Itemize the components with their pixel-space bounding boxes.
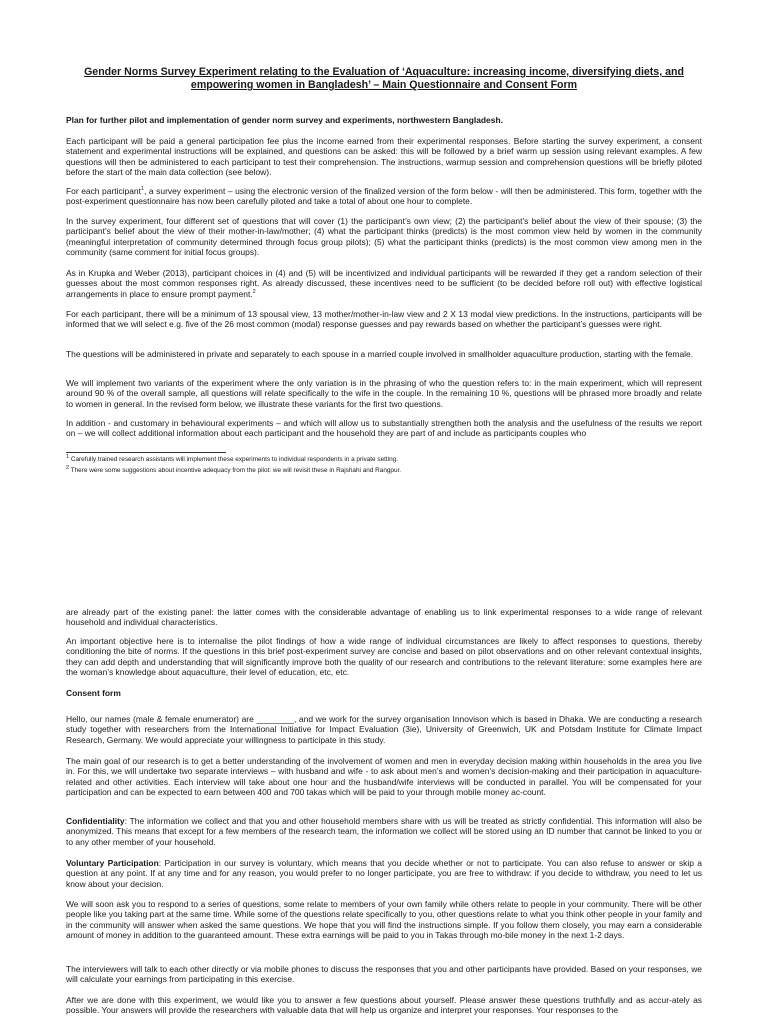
footnote-ref-2: 2 <box>252 289 256 295</box>
paragraph-6 <box>66 349 702 359</box>
consent-paragraph-3-text: We will soon ask you to respond to a series of questions, some relate to members of your own family while others relate to people in your community. There will be other people like you taking part at the same time. While some of the questions relate specifically to you, other questions relate to what you think other people in your family and in the community will answer when asked the same questions. We hope that you will find the instructions simple. If you follow them closely, you may earn a considerable amount of money in addition to the guaranteed amount. These extra earnings will be paid to you in Takas through mo-bile money in the next 1-2 days. <box>66 899 702 941</box>
paragraph-5-text: For each participant, there will be a minimum of 13 spousal view, 13 mother/mother-in-law view and 2 X 13 modal view predictions. In the instructions, participants will be informed that we will select e.g. five of the 26 most common (modal) response guesses and pay rewards based on whether the participant’s guesses were right. <box>66 309 702 330</box>
paragraph-9 <box>66 607 702 628</box>
paragraph-3-text: In the survey experiment, four different set of questions that will cover (1) the participant’s own view; (2) the participant’s belief about the view of their spouse; (3) the participant’s belief about the view of their mother-in-law/mother; (4) what the participant thinks (predicts) is the most common view held by women in the community (meaningful interpretation of community determined through focus group pilots); (5) what the participant thinks (predicts) is the most common view among men in the community (same comment for initial focus groups). <box>66 216 702 258</box>
plan-heading-text: Plan for further pilot and implementation of gender norm survey and experiments, northwestern Bangladesh. <box>66 115 503 125</box>
paragraph-3 <box>66 216 702 258</box>
consent-paragraph-3 <box>66 899 702 941</box>
consent-paragraph-2 <box>66 756 702 798</box>
paragraph-7 <box>66 378 702 409</box>
voluntary-participation-paragraph <box>66 858 702 889</box>
consent-heading-text: Consent form <box>66 688 121 698</box>
consent-paragraph-4-text: The interviewers will talk to each other directly or via mobile phones to discuss the responses that you and other participants have provided. Based on your responses, we will calculate your earnings from participating in this exercise. <box>66 964 702 985</box>
paragraph-5 <box>66 309 702 330</box>
paragraph-8 <box>66 418 702 439</box>
consent-paragraph-1 <box>66 714 702 745</box>
paragraph-6-text: The questions will be administered in private and separately to each spouse in a married couple involved in smallholder aquaculture production, starting with the female. <box>66 349 694 359</box>
confidentiality-body: : The information we collect and that you and other household members share with us will be treated as strictly confidential. This information will also be anonymized. This means that except for a few members of the research team, the information we collect will be stored using an ID number that cannot be linked to you or to any other member of your household. <box>66 816 702 847</box>
footnote-ref-1: 1 <box>140 186 145 193</box>
paragraph-10 <box>66 636 702 678</box>
document-title <box>60 66 708 92</box>
paragraph-2-text-start: For each participant <box>66 186 141 196</box>
consent-paragraph-1-text: Hello, our names (male & female enumerator) are ________, and we work for the survey organisation Innovison which is based in Dhaka. We are conducting a research study together with researchers from the International Initiative for Impact Evaluation (3ie), University of Greenwich, UK and Potsdam Institute for Climate Impact Research, Germany. We would appreciate your willingness to participate in this study. <box>66 714 702 745</box>
confidentiality-text <box>66 816 702 847</box>
plan-heading <box>66 115 702 125</box>
document-title-line-1: Gender Norms Survey Experiment relating to the Evaluation of ‘Aquaculture: increasing income, diversifying diets, and <box>84 66 684 78</box>
footnote-2-marker: 2 <box>66 464 70 471</box>
paragraph-2 <box>66 186 702 207</box>
footnote-1-text: Carefully trained research assistants will implement these experiments to individual respondents in a private setting. <box>69 456 398 463</box>
paragraph-4-text-body: As in Krupka and Weber (2013), participant choices in (4) and (5) will be incentivized and individual participants will be rewarded if they get a random selection of their guesses about the most common responses right. As already discussed, these incentives need to be sufficient (to be decided before roll out) with effective logistical arrangements in place to ensure prompt payment. <box>66 268 702 299</box>
consent-paragraph-4 <box>66 964 702 985</box>
footnote-2-text: There were some suggestions about incentive adequacy from the pilot: we will revisit these in Rajshahi and Rangpur. <box>69 467 402 474</box>
consent-heading <box>66 688 702 698</box>
voluntary-participation-label: Voluntary Participation <box>66 858 159 868</box>
paragraph-2-text <box>66 186 702 207</box>
consent-paragraph-5 <box>66 995 702 1016</box>
footnote-1 <box>66 453 398 464</box>
paragraph-1 <box>66 136 702 178</box>
paragraph-4 <box>66 268 702 299</box>
footnote-divider <box>66 452 226 453</box>
footnote-1-marker: 1 <box>66 453 70 460</box>
paragraph-9-text: are already part of the existing panel: the latter comes with the considerable advantage of enabling us to link experimental responses to a wide range of relevant household and individual characteristics. <box>66 607 702 628</box>
voluntary-participation-text <box>66 858 702 889</box>
consent-paragraph-2-text: The main goal of our research is to get a better understanding of the involvement of women and men in everyday decision making within households in the area you live in. For this, we will undertake two separate interviews – with husband and wife - to ask about men’s and women’s decision-making and their participation in aquaculture-related and other activities. Each interview will take about one hour and the husband/wife interviews will be conducted in parallel. You will be compensated for your participation and can be expected to earn between 400 and 700 takas which will be paid to your through mobile money ac-count. <box>66 756 702 798</box>
paragraph-8-text: In addition - and customary in behavioural experiments – and which will allow us to substantially strengthen both the analysis and the usefulness of the results we report on – we will collect additional information about each participant and the household they are part of and include as participants couples who <box>66 418 702 439</box>
paragraph-7-text: We will implement two variants of the experiment where the only variation is in the phrasing of who the question refers to: in the main experiment, which will represent around 90 % of the overall sample, all questions will relate specifically to the wife in the couple. In the remaining 10 %, questions will be phrased more broadly and relate to women in general. In the revised form below, we illustrate these variants for the first two questions. <box>66 378 702 409</box>
paragraph-1-text: Each participant will be paid a general participation fee plus the income earned from their experimental responses. Before starting the survey experiment, a consent statement and experimental instructions will be explained, and questions can be asked: this will be followed by a brief warm up session using relevant examples. A few questions will then be administered to each participant to test their comprehension. The instructions, warmup session and comprehension questions will be briefly piloted before the start of the main data collection (see below). <box>66 136 702 178</box>
document-title-line-2: empowering women in Bangladesh’ – Main Questionnaire and Consent Form <box>190 79 578 91</box>
paragraph-4-text <box>66 268 702 299</box>
paragraph-2-text-end: , a survey experiment – using the electronic version of the finalized version of the form below - will then be administered. This form, together with the post-experiment questionnaire has now been carefully piloted and take a total of about one hour to complete. <box>66 186 702 207</box>
confidentiality-paragraph <box>66 816 702 847</box>
paragraph-10-text: An important objective here is to internalise the pilot findings of how a wide range of individual circumstances are likely to affect responses to questions, thereby conditioning the bite of norms. If the questions in this brief post-experiment survey are concise and based on pilot observations and on other relevant contextual insights, they can add depth and understanding that will significantly improve both the quality of our research and contributions to the relevant literature: some examples here are the woman’s knowledge about aquaculture, their level of education, etc, etc. <box>66 636 702 678</box>
consent-paragraph-5-text: After we are done with this experiment, we would like you to answer a few questions about yourself. Please answer these questions truthfully and as accur-ately as possible. Your answers will provide the researchers with valuable data that will help us organize and interpret your responses. Your responses to the <box>66 995 702 1016</box>
confidentiality-label: Confidentiality <box>66 816 125 826</box>
voluntary-participation-body: : Participation in our survey is voluntary, which means that you decide whether or not to participate. You can also refuse to answer or skip a question at any point. If at any time and for any reason, you would prefer to no longer participate, you are free to withdraw: if you decide to withdraw, you need to let us know about your decision. <box>66 858 703 889</box>
footnote-2 <box>66 464 402 475</box>
